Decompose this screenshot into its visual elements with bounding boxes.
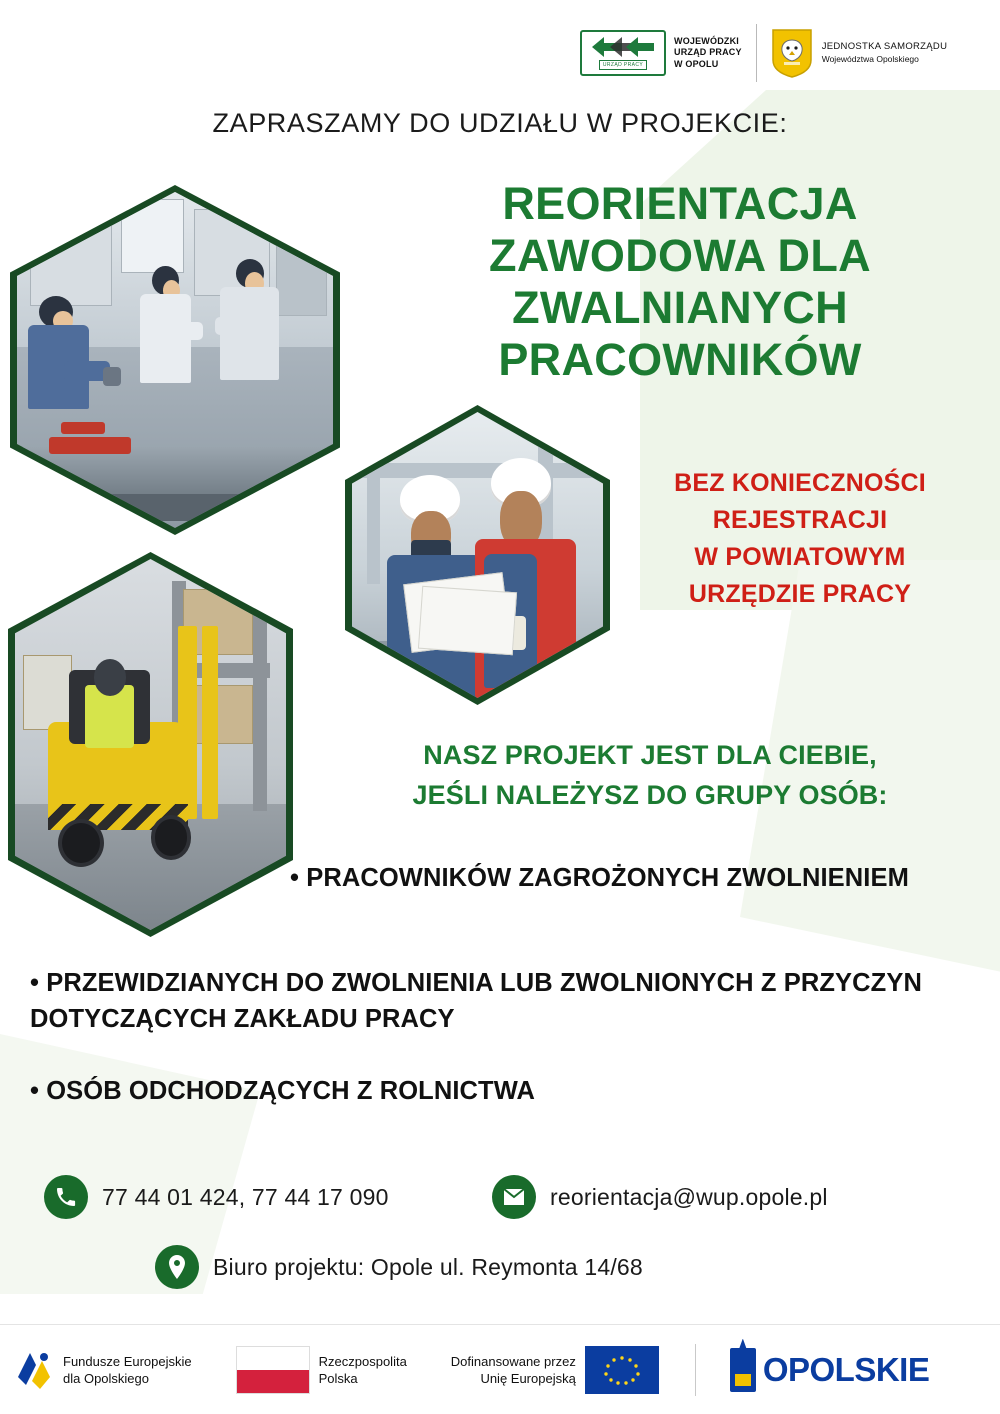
target-group-heading-line-2: JEŚLI NALEŻYSZ DO GRUPY OSÓB: [412, 780, 888, 810]
logo-bar [580, 22, 980, 84]
contact-email[interactable] [492, 1175, 828, 1219]
title-line-4: PRACOWNIKÓW [498, 334, 862, 385]
wup-line-1: WOJEWÓDZKI [674, 35, 739, 46]
fundusze-line-1: Fundusze Europejskie [63, 1353, 192, 1369]
highlight-line-3: W POWIATOWYM [694, 543, 906, 571]
contact-phone[interactable] [44, 1175, 389, 1219]
wup-mark-caption: URZĄD PRACY [599, 60, 647, 70]
eu-funding-label [451, 1353, 576, 1387]
european-union-logo [451, 1346, 659, 1394]
title-line-1: REORIENTACJA [502, 178, 858, 229]
target-group-heading [320, 735, 980, 815]
target-group-bullet: • OSÓB ODCHODZĄCYCH Z ROLNICTWA [30, 1077, 536, 1105]
invitation-line: ZAPRASZAMY DO UDZIAŁU W PROJEKCIE: [212, 108, 788, 138]
factory-workers-photo [10, 185, 340, 535]
opolskie-tower-icon [730, 1348, 756, 1392]
engineers-with-documents-photo [345, 405, 610, 705]
target-group-heading-line-1: NASZ PROJEKT JEST DLA CIEBIE, [423, 740, 877, 770]
eu-line-1: Dofinansowane przez [450, 1353, 576, 1369]
highlight-line-2: REJESTRACJI [712, 506, 888, 534]
page-title [390, 178, 970, 386]
opolskie-logo [730, 1348, 930, 1392]
phone-icon [44, 1175, 88, 1219]
samorzad-line-2: Województwa Opolskiego [821, 54, 919, 64]
email-address: reorientacja@wup.opole.pl [550, 1183, 828, 1210]
opolskie-label: OPOLSKIE [762, 1350, 930, 1388]
map-pin-icon [155, 1245, 199, 1289]
highlight-line-4: URZĘDZIE PRACY [688, 580, 912, 608]
rp-line-2: Polska [318, 1370, 358, 1386]
footer-logo-bar [0, 1324, 1000, 1414]
samorzad-logo-text [822, 40, 948, 66]
target-group-bullet: • PRACOWNIKÓW ZAGROŻONYCH ZWOLNIENIEM [290, 864, 909, 892]
fundusze-europejskie-label [63, 1353, 192, 1387]
fundusze-line-2: dla Opolskiego [63, 1370, 149, 1386]
wup-line-3: W OPOLU [674, 58, 719, 69]
rzeczpospolita-label [319, 1353, 407, 1387]
rzeczpospolita-polska-logo [236, 1346, 407, 1394]
opolskie-coat-of-arms-icon [771, 28, 813, 78]
wup-logo-text [674, 36, 742, 71]
contact-address [155, 1245, 643, 1289]
footer-divider [695, 1344, 696, 1396]
samorzad-logo [757, 24, 948, 82]
samorzad-line-1: JEDNOSTKA SAMORZĄDU [821, 41, 948, 52]
forklift-operator-photo [8, 552, 293, 937]
eu-flag-icon [585, 1346, 659, 1394]
office-address: Biuro projektu: Opole ul. Reymonta 14/68 [213, 1253, 643, 1280]
envelope-icon [492, 1175, 536, 1219]
highlight-line-1: BEZ KONIECZNOŚCI [674, 469, 926, 497]
eu-line-2: Unię Europejską [480, 1370, 576, 1386]
target-group-bullet: • PRZEWIDZIANYCH DO ZWOLNIENIA LUB ZWOLNIONYCH Z PRZYCZYN DOTYCZĄCYCH ZAKŁADU PRACY [30, 969, 922, 1033]
rp-line-1: Rzeczpospolita [318, 1353, 407, 1369]
title-line-2: ZAWODOWA DLA [489, 230, 871, 281]
fundusze-europejskie-icon [14, 1347, 54, 1393]
wup-line-2: URZĄD PRACY [674, 47, 742, 58]
poland-flag-icon [236, 1346, 310, 1394]
wup-arrow-icon [580, 30, 666, 76]
wup-logo [580, 24, 757, 82]
fundusze-europejskie-logo [14, 1347, 192, 1393]
title-line-3: ZWALNIANYCH [512, 282, 848, 333]
highlight-text [620, 465, 980, 613]
phone-number: 77 44 01 424, 77 44 17 090 [102, 1183, 389, 1210]
